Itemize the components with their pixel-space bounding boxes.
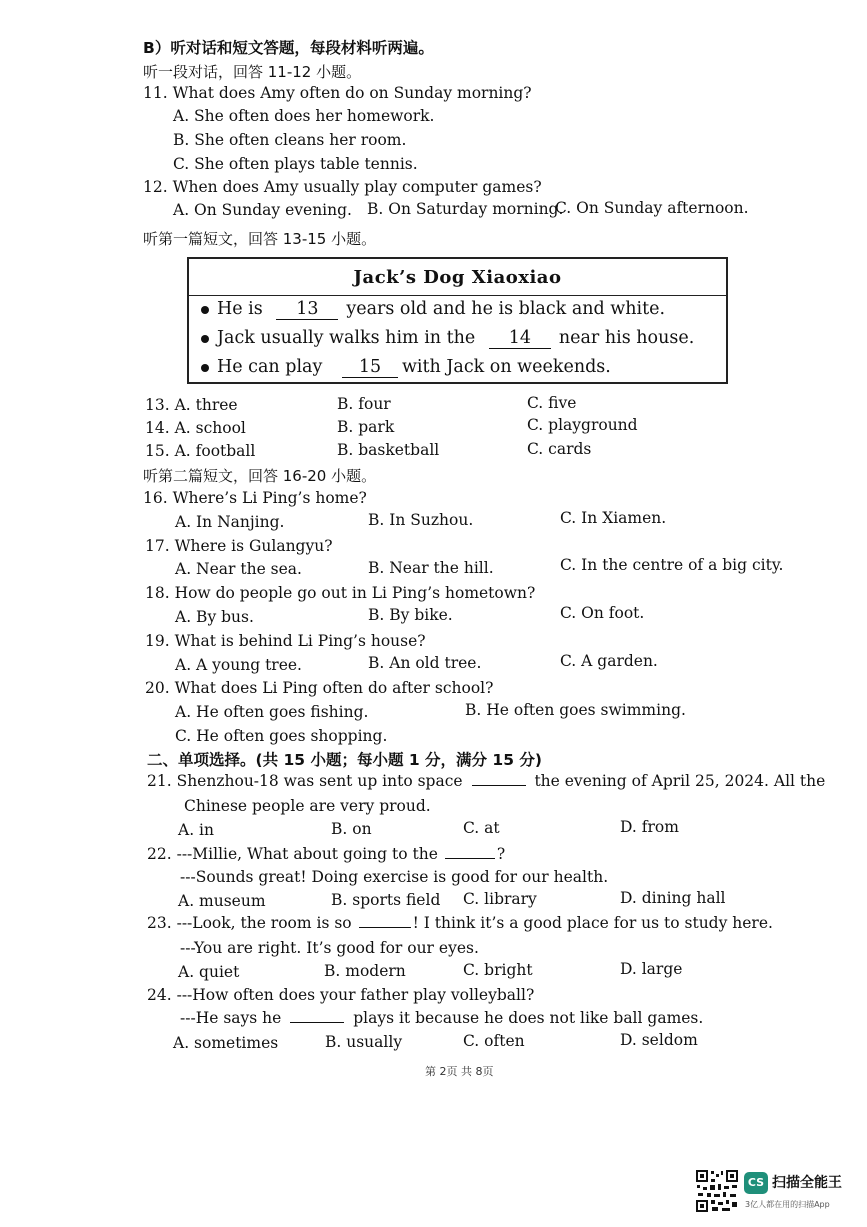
note-line-3-pre: He can play <box>217 357 323 377</box>
q20-option-a: A. He often goes fishing. <box>175 703 369 721</box>
q24-post: plays it because he does not like ball games. <box>353 1009 704 1027</box>
q13-option-c: C. five <box>527 394 577 412</box>
bullet-icon <box>201 306 209 314</box>
q21-line-2: Chinese people are very proud. <box>184 797 431 815</box>
note-table-title: Jack’s Dog Xiaoxiao <box>353 267 562 288</box>
q19-stem: 19. What is behind Li Ping’s house? <box>145 632 426 650</box>
q11-option-c: C. She often plays table tennis. <box>173 155 418 173</box>
q19-option-c: C. A garden. <box>560 652 658 670</box>
blank-13: 13 <box>276 299 338 320</box>
camscanner-logo-icon: CS <box>744 1172 768 1194</box>
q22-pre: 22. ---Millie, What about going to the <box>147 845 438 863</box>
qr-code-icon <box>695 1169 739 1213</box>
section-b-heading: B）听对话和短文答题，每段材料听两遍。 <box>143 39 434 57</box>
q20-option-c: C. He often goes shopping. <box>175 727 388 745</box>
q19-option-b: B. An old tree. <box>368 654 482 672</box>
q21-line-1 <box>147 772 825 790</box>
q12-option-c: C. On Sunday afternoon. <box>555 199 749 217</box>
dialogue-instruction: 听一段对话，回答 11-12 小题。 <box>143 63 362 81</box>
q22-option-b: B. sports field <box>331 891 441 909</box>
q23-blank <box>359 927 411 928</box>
q21-post: the evening of April 25, 2024. All the <box>534 772 826 790</box>
q18-option-a: A. By bus. <box>175 608 254 626</box>
note-line-2-post: near his house. <box>558 328 695 348</box>
q15-option-c: C. cards <box>527 440 592 458</box>
q16-stem: 16. Where’s Li Ping’s home? <box>143 489 367 507</box>
q11-option-b: B. She often cleans her room. <box>173 131 407 149</box>
passage2-instruction: 听第二篇短文，回答 16-20 小题。 <box>143 467 377 485</box>
q24-option-a: A. sometimes <box>173 1034 279 1052</box>
q12-option-a: A. On Sunday evening. <box>173 201 352 219</box>
q17-option-a: A. Near the sea. <box>175 560 302 578</box>
q24-option-b: B. usually <box>325 1033 403 1051</box>
q17-option-c: C. In the centre of a big city. <box>560 556 784 574</box>
note-table <box>187 257 728 384</box>
q24-stem: 24. ---How often does your father play volleyball? <box>147 986 535 1004</box>
q21-pre: 21. Shenzhou-18 was sent up into space <box>147 772 463 790</box>
note-table-header <box>189 259 726 296</box>
q23-option-d: D. large <box>620 960 683 978</box>
q22-option-c: C. library <box>463 890 537 908</box>
note-line-1-pre: He is <box>217 299 263 319</box>
q24-option-c: C. often <box>463 1032 525 1050</box>
q24-pre: ---He says he <box>180 1009 282 1027</box>
q11-stem: 11. What does Amy often do on Sunday morning? <box>143 84 532 102</box>
blank-15: 15 <box>342 357 398 378</box>
passage1-instruction: 听第一篇短文，回答 13-15 小题。 <box>143 230 377 248</box>
page-number: 第 2页 共 8页 <box>425 1065 494 1078</box>
q17-stem: 17. Where is Gulangyu? <box>145 537 333 555</box>
q22-post: ? <box>496 845 506 863</box>
q16-option-a: A. In Nanjing. <box>175 513 285 531</box>
q21-option-c: C. at <box>463 819 500 837</box>
q22-line-2: ---Sounds great! Doing exercise is good for our health. <box>180 868 609 886</box>
q22-line-1 <box>147 845 505 863</box>
q12-option-b: B. On Saturday morning. <box>367 200 564 218</box>
q21-option-d: D. from <box>620 818 679 836</box>
note-line-1-post: years old and he is black and white. <box>346 299 666 319</box>
scanner-tagline: 3亿人都在用的扫描App <box>745 1200 830 1209</box>
q13-option-b: B. four <box>337 395 391 413</box>
q23-line-2: ---You are right. It’s good for our eyes. <box>180 939 479 957</box>
q16-option-c: C. In Xiamen. <box>560 509 667 527</box>
q15-option-a: 15. A. football <box>145 442 256 460</box>
q15-option-b: B. basketball <box>337 441 440 459</box>
q16-option-b: B. In Suzhou. <box>368 511 474 529</box>
q14-option-a: 14. A. school <box>145 419 246 437</box>
bullet-icon <box>201 364 209 372</box>
q19-option-a: A. A young tree. <box>175 656 302 674</box>
q21-option-a: A. in <box>178 821 214 839</box>
q22-option-a: A. museum <box>178 892 266 910</box>
q23-pre: 23. ---Look, the room is so <box>147 914 352 932</box>
q11-option-a: A. She often does her homework. <box>173 107 435 125</box>
q18-option-b: B. By bike. <box>368 606 453 624</box>
q21-option-b: B. on <box>331 820 372 838</box>
q24-blank <box>290 1022 344 1023</box>
q21-blank <box>472 785 526 786</box>
q23-option-b: B. modern <box>324 962 406 980</box>
q13-option-a: 13. A. three <box>145 396 238 414</box>
q12-stem: 12. When does Amy usually play computer games? <box>143 178 542 196</box>
q24-line-2 <box>180 1009 703 1027</box>
note-line-2 <box>201 328 694 349</box>
q14-option-c: C. playground <box>527 416 638 434</box>
note-line-3-post: with Jack on weekends. <box>401 357 611 377</box>
q17-option-b: B. Near the hill. <box>368 559 494 577</box>
q23-line-1 <box>147 914 773 932</box>
q18-stem: 18. How do people go out in Li Ping’s hometown? <box>145 584 536 602</box>
bullet-icon <box>201 335 209 343</box>
note-line-2-pre: Jack usually walks him in the <box>217 328 476 348</box>
q24-option-d: D. seldom <box>620 1031 698 1049</box>
q22-option-d: D. dining hall <box>620 889 726 907</box>
scanner-app-name: 扫描全能王 <box>772 1175 842 1191</box>
q14-option-b: B. park <box>337 418 395 436</box>
note-line-3 <box>201 357 611 378</box>
q22-blank <box>445 858 495 859</box>
note-line-1 <box>201 299 665 320</box>
q20-stem: 20. What does Li Ping often do after school? <box>145 679 494 697</box>
blank-14: 14 <box>489 328 551 349</box>
q23-option-a: A. quiet <box>178 963 240 981</box>
q18-option-c: C. On foot. <box>560 604 645 622</box>
q23-post: ! I think it’s a good place for us to study here. <box>412 914 773 932</box>
q20-option-b: B. He often goes swimming. <box>465 701 686 719</box>
section-2-heading: 二、单项选择。(共 15 小题；每小题 1 分，满分 15 分) <box>147 751 542 769</box>
q23-option-c: C. bright <box>463 961 533 979</box>
